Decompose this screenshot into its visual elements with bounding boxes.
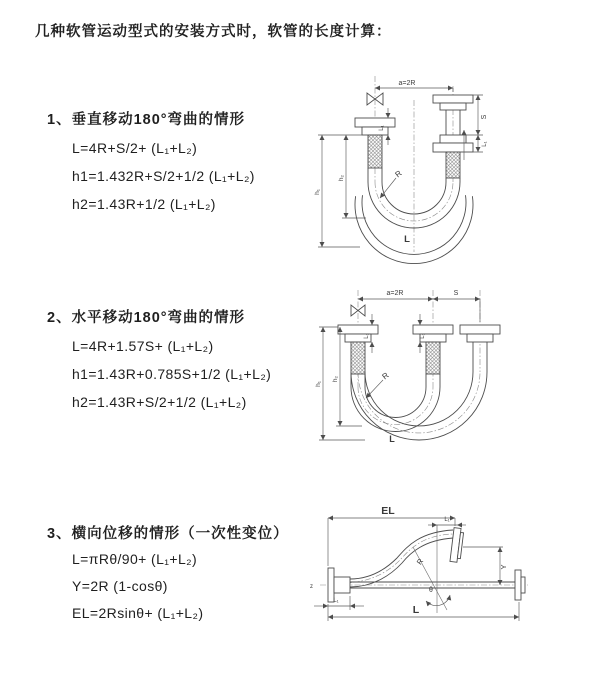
diagram-vertical-180-bend (310, 70, 600, 265)
dim-h1-label: h₁ (315, 381, 322, 387)
formula-line: h2=1.43R+S/2+1/2 (L₁+L₂) (72, 394, 247, 410)
formula-line: h2=1.43R+1/2 (L₁+L₂) (72, 196, 216, 212)
dim-s-label: S (453, 290, 459, 297)
radius-callout (413, 547, 447, 610)
radius-label: R (414, 556, 426, 567)
right-pipe-fitting (433, 95, 473, 178)
u-bend-arcs (351, 372, 487, 440)
hose-braid-hatch (351, 342, 365, 374)
dim-a2r (375, 80, 453, 92)
upper-flange (450, 528, 464, 563)
formula-line: h1=1.43R+0.785S+1/2 (L₁+L₂) (72, 366, 272, 382)
dim-a2r (358, 290, 433, 299)
diagram-horizontal-180-bend (310, 282, 600, 457)
formula-line: L=4R+S/2+ (L₁+L₂) (72, 140, 198, 156)
dim-l (328, 602, 519, 621)
dim-l1-bottom (314, 596, 364, 610)
dim-el-label: EL (381, 505, 395, 517)
dim-s (433, 290, 480, 322)
dim-l1-label: L₁ (379, 125, 385, 131)
hose-braid-hatch (446, 152, 460, 178)
left-flange (328, 568, 350, 602)
dim-l1-label: L₁ (333, 598, 339, 604)
dim-l1-label: L₁ (364, 333, 370, 339)
dim-l1-middle (420, 314, 426, 353)
dim-l1-label: L₁ (444, 517, 450, 523)
radius-callout (366, 371, 391, 398)
angle-theta-label: θ (429, 587, 433, 594)
dim-h2-label: h₂ (332, 375, 339, 383)
dim-h1 (314, 135, 362, 247)
formula-line: Y=2R (1-cosθ) (72, 578, 168, 594)
radius-label: R (393, 168, 404, 180)
page-title: 几种软管运动型式的安装方式时，软管的长度计算： (35, 24, 392, 40)
dim-h1-label: h₁ (314, 189, 321, 195)
dim-y (463, 547, 508, 585)
centerline-mark: z (310, 584, 313, 590)
section-2-heading: 2、水平移动180°弯曲的情形 (47, 310, 246, 326)
centerlines (358, 290, 480, 433)
diagram-lateral-displacement (300, 500, 600, 645)
radius-callout (380, 169, 404, 198)
formula-line: L=πRθ/90+ (L₁+L₂) (72, 551, 198, 567)
centerlines (320, 534, 528, 585)
formula-line: h1=1.432R+S/2+1/2 (L₁+L₂) (72, 168, 255, 184)
middle-pipe-fitting (413, 325, 453, 374)
formula-line: EL=2Rsinθ+ (L₁+L₂) (72, 605, 204, 621)
dim-l1-label: L₁ (482, 141, 488, 147)
dim-l1-label: L₁ (420, 333, 426, 339)
radius-label: R (380, 370, 391, 382)
dim-h2-label: h₂ (338, 174, 345, 182)
dim-y-label: Y (499, 564, 508, 570)
section-1-heading: 1、垂直移动180°弯曲的情形 (47, 112, 246, 128)
dim-l-label: L (412, 604, 420, 616)
dim-el (328, 505, 455, 566)
section-3-heading: 3、横向位移的情形（一次性变位） (47, 526, 289, 542)
dim-s-label: S (481, 114, 488, 120)
length-label: L (389, 434, 395, 444)
hose-braid-hatch (426, 342, 440, 374)
formula-line: L=4R+1.57S+ (L₁+L₂) (72, 338, 214, 354)
left-pipe-fitting (355, 118, 395, 168)
dim-a2r-label: a=2R (398, 80, 416, 87)
dim-a2r-label: a=2R (386, 290, 404, 297)
length-label: L (404, 234, 410, 245)
hose-braid-hatch (368, 135, 382, 168)
